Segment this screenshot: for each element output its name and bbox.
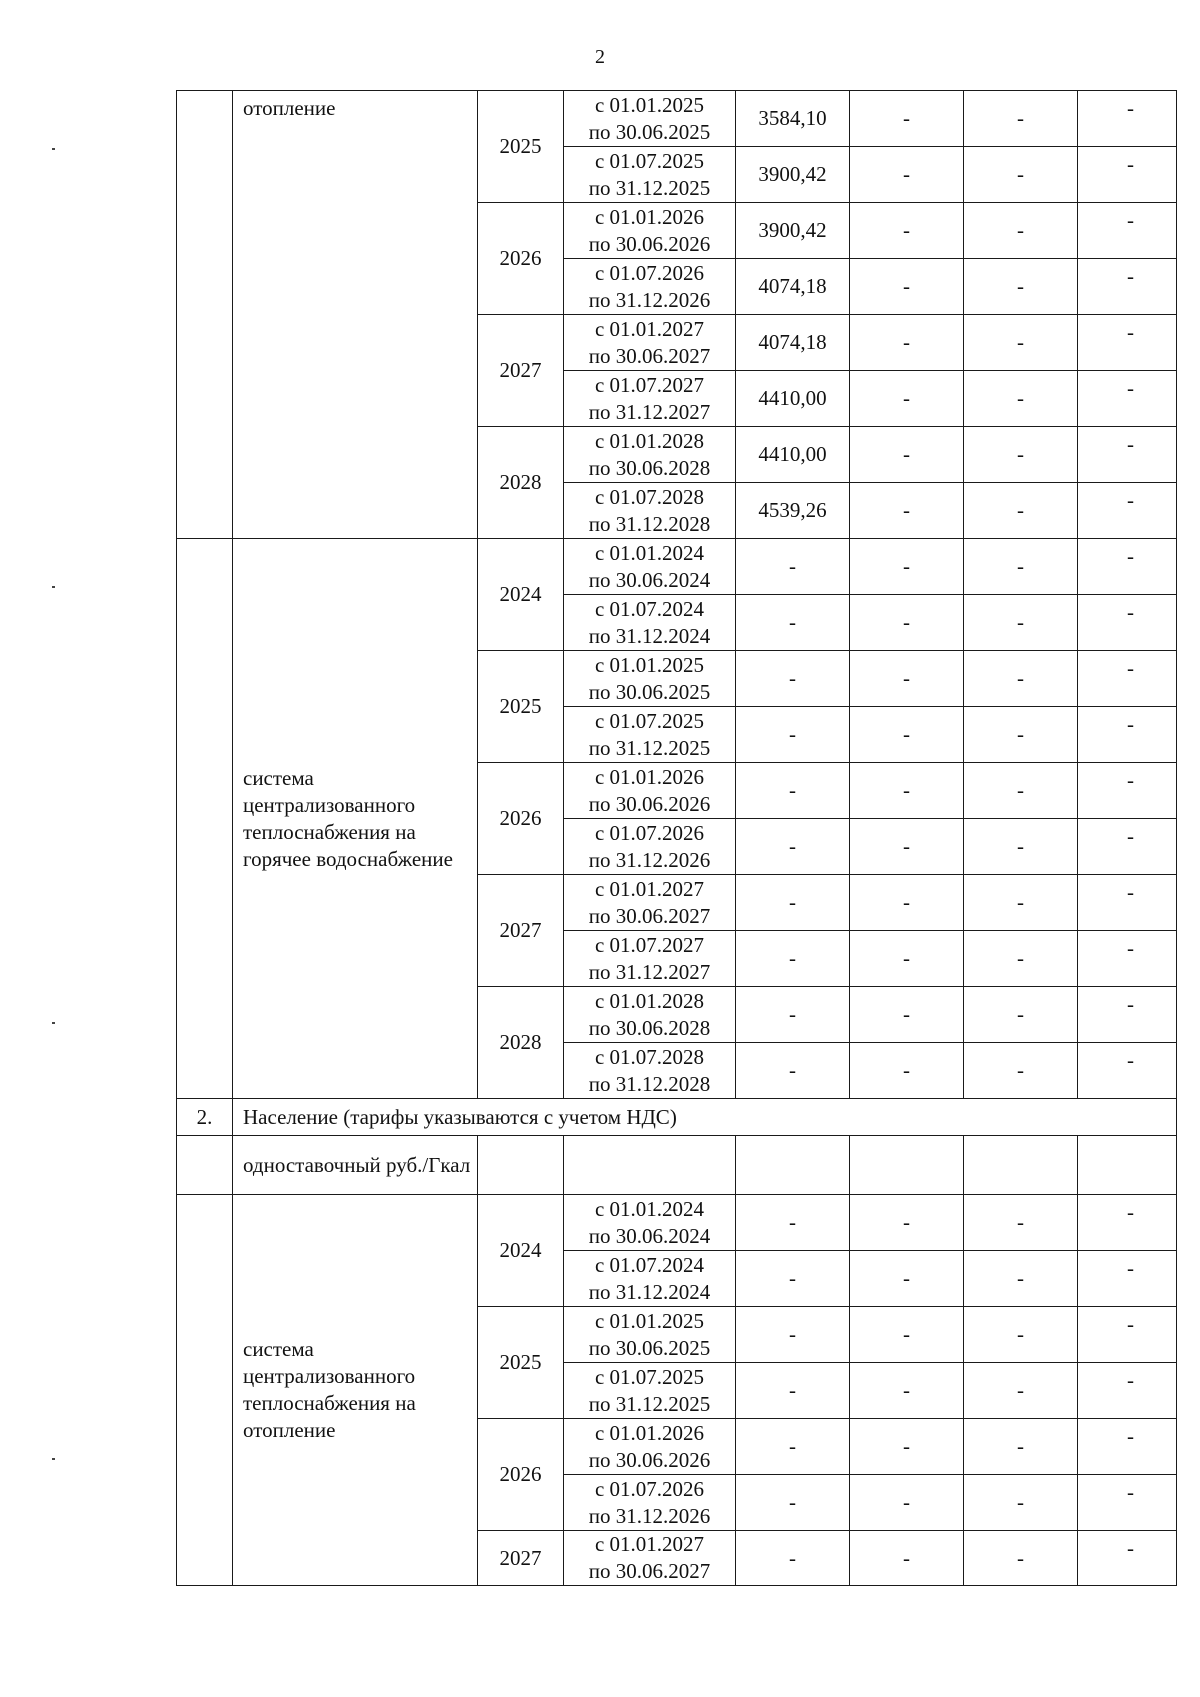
tariff-value-cell: - bbox=[1078, 427, 1177, 483]
tariff-value-cell: - bbox=[1078, 1307, 1177, 1363]
tariff-value-cell: - bbox=[850, 1195, 964, 1251]
period-text: с 01.01.2028 по 30.06.2028 bbox=[588, 428, 711, 480]
tariff-value-cell: - bbox=[964, 987, 1078, 1043]
tariff-value-cell: - bbox=[850, 371, 964, 427]
tariff-value-cell: - bbox=[1078, 1043, 1177, 1099]
period-cell bbox=[564, 931, 736, 987]
tariff-value-cell: - bbox=[964, 1531, 1078, 1586]
year-cell: 2027 bbox=[478, 1531, 564, 1586]
tariff-value-cell: - bbox=[1078, 1475, 1177, 1531]
empty-cell bbox=[564, 1136, 736, 1195]
empty-cell bbox=[478, 1136, 564, 1195]
period-text: с 01.01.2027 по 30.06.2027 bbox=[588, 876, 711, 928]
tariff-value-cell: - bbox=[964, 483, 1078, 539]
tariff-value-cell: - bbox=[1078, 1363, 1177, 1419]
empty-cell bbox=[964, 1136, 1078, 1195]
margin-mark bbox=[52, 1022, 55, 1024]
period-cell bbox=[564, 707, 736, 763]
period-text: с 01.01.2024 по 30.06.2024 bbox=[588, 1196, 711, 1248]
tariff-value-cell: - bbox=[850, 483, 964, 539]
tariff-value-cell: 4074,18 bbox=[736, 259, 850, 315]
period-cell bbox=[564, 763, 736, 819]
tariff-value-cell: - bbox=[964, 763, 1078, 819]
tariff-value-cell: - bbox=[964, 315, 1078, 371]
period-text: с 01.07.2026 по 31.12.2026 bbox=[588, 1476, 711, 1528]
period-text: с 01.07.2025 по 31.12.2025 bbox=[588, 708, 711, 760]
tariff-value-cell: - bbox=[850, 819, 964, 875]
period-cell bbox=[564, 259, 736, 315]
period-text: с 01.01.2025 по 30.06.2025 bbox=[588, 92, 711, 144]
year-cell: 2026 bbox=[478, 203, 564, 315]
period-cell bbox=[564, 595, 736, 651]
period-text: с 01.01.2025 по 30.06.2025 bbox=[588, 1308, 711, 1360]
tariff-value-cell: 4410,00 bbox=[736, 371, 850, 427]
period-text: с 01.07.2024 по 31.12.2024 bbox=[588, 1252, 711, 1304]
empty-cell bbox=[736, 1136, 850, 1195]
period-cell bbox=[564, 147, 736, 203]
year-cell: 2025 bbox=[478, 1307, 564, 1419]
section-heading-row bbox=[177, 1099, 1177, 1136]
period-cell bbox=[564, 1043, 736, 1099]
tariff-value-cell: - bbox=[736, 763, 850, 819]
tariff-value-cell: - bbox=[1078, 987, 1177, 1043]
period-text: с 01.07.2028 по 31.12.2028 bbox=[588, 1044, 711, 1096]
period-text: с 01.07.2026 по 31.12.2026 bbox=[588, 820, 711, 872]
tariff-value-cell: - bbox=[736, 1251, 850, 1307]
tariff-value-cell: 4539,26 bbox=[736, 483, 850, 539]
period-cell bbox=[564, 1419, 736, 1475]
tariff-value-cell: - bbox=[1078, 539, 1177, 595]
year-cell: 2025 bbox=[478, 91, 564, 203]
period-cell bbox=[564, 315, 736, 371]
section-number: 2. bbox=[177, 1099, 233, 1136]
period-text: с 01.07.2027 по 31.12.2027 bbox=[588, 932, 711, 984]
table-row bbox=[177, 91, 1177, 147]
row-number-cell bbox=[177, 539, 233, 1099]
period-text: с 01.07.2025 по 31.12.2025 bbox=[588, 1364, 711, 1416]
tariff-value-cell: - bbox=[850, 1251, 964, 1307]
tariff-value-cell: - bbox=[1078, 763, 1177, 819]
year-cell: 2024 bbox=[478, 1195, 564, 1307]
service-name: система централизованного теплоснабжения на отопление bbox=[243, 1337, 416, 1442]
tariff-value-cell: - bbox=[964, 707, 1078, 763]
tariff-value-cell: - bbox=[964, 875, 1078, 931]
year-cell: 2024 bbox=[478, 539, 564, 651]
period-cell bbox=[564, 651, 736, 707]
tariff-value-cell: - bbox=[964, 595, 1078, 651]
period-text: с 01.01.2028 по 30.06.2028 bbox=[588, 988, 711, 1040]
tariff-value-cell: - bbox=[736, 875, 850, 931]
period-text: с 01.01.2026 по 30.06.2026 bbox=[588, 1420, 711, 1472]
tariff-value-cell: - bbox=[1078, 203, 1177, 259]
tariff-value-cell: - bbox=[736, 987, 850, 1043]
tariff-value-cell: - bbox=[964, 1043, 1078, 1099]
tariff-value-cell: - bbox=[964, 819, 1078, 875]
tariff-value-cell: - bbox=[850, 147, 964, 203]
empty-cell bbox=[850, 1136, 964, 1195]
tariff-value-cell: - bbox=[964, 427, 1078, 483]
period-cell bbox=[564, 875, 736, 931]
tariff-value-cell: - bbox=[1078, 315, 1177, 371]
tariff-value-cell: - bbox=[964, 91, 1078, 147]
period-text: с 01.01.2027 по 30.06.2027 bbox=[588, 1532, 711, 1583]
row-number-cell bbox=[177, 1195, 233, 1586]
tariff-value-cell: - bbox=[964, 147, 1078, 203]
subheading-row bbox=[177, 1136, 1177, 1195]
tariff-value-cell: - bbox=[736, 1043, 850, 1099]
tariff-value-cell: - bbox=[850, 1363, 964, 1419]
tariff-value-cell: - bbox=[964, 1307, 1078, 1363]
tariff-value-cell: - bbox=[850, 875, 964, 931]
tariff-value-cell: - bbox=[1078, 651, 1177, 707]
tariff-value-cell: 3900,42 bbox=[736, 203, 850, 259]
service-name-cell bbox=[233, 91, 478, 539]
tariff-value-cell: - bbox=[850, 707, 964, 763]
tariff-value-cell: - bbox=[736, 1531, 850, 1586]
period-cell bbox=[564, 203, 736, 259]
service-name-cell bbox=[233, 1195, 478, 1586]
empty-cell bbox=[1078, 1136, 1177, 1195]
tariff-value-cell: - bbox=[850, 1475, 964, 1531]
tariff-value-cell: - bbox=[1078, 819, 1177, 875]
tariff-value-cell: - bbox=[1078, 91, 1177, 147]
tariff-value-cell: - bbox=[850, 315, 964, 371]
tariff-value-cell: - bbox=[736, 819, 850, 875]
period-text: с 01.07.2028 по 31.12.2028 bbox=[588, 484, 711, 536]
tariff-value-cell: - bbox=[1078, 1251, 1177, 1307]
tariff-value-cell: - bbox=[1078, 595, 1177, 651]
tariff-value-cell: - bbox=[964, 371, 1078, 427]
tariff-value-cell: - bbox=[850, 203, 964, 259]
tariff-value-cell: - bbox=[964, 259, 1078, 315]
period-text: с 01.01.2027 по 30.06.2027 bbox=[588, 316, 711, 368]
period-text: с 01.07.2024 по 31.12.2024 bbox=[588, 596, 711, 648]
period-cell bbox=[564, 987, 736, 1043]
period-cell bbox=[564, 1363, 736, 1419]
tariff-value-cell: - bbox=[964, 203, 1078, 259]
tariff-value-cell: - bbox=[1078, 931, 1177, 987]
period-text: с 01.07.2027 по 31.12.2027 bbox=[588, 372, 711, 424]
tariff-value-cell: 4074,18 bbox=[736, 315, 850, 371]
tariff-value-cell: - bbox=[850, 651, 964, 707]
tariff-value-cell: - bbox=[964, 1363, 1078, 1419]
tariff-value-cell: - bbox=[1078, 147, 1177, 203]
tariff-value-cell: - bbox=[850, 91, 964, 147]
tariff-value-cell: - bbox=[1078, 1419, 1177, 1475]
margin-mark bbox=[52, 148, 55, 150]
tariff-value-cell: - bbox=[1078, 707, 1177, 763]
period-text: с 01.01.2026 по 30.06.2026 bbox=[588, 204, 711, 256]
margin-mark bbox=[52, 586, 55, 588]
tariff-value-cell: - bbox=[736, 707, 850, 763]
period-cell bbox=[564, 371, 736, 427]
page-number: 2 bbox=[595, 46, 605, 68]
period-cell bbox=[564, 1307, 736, 1363]
tariff-value-cell: - bbox=[736, 1195, 850, 1251]
period-text: с 01.01.2026 по 30.06.2026 bbox=[588, 764, 711, 816]
tariff-value-cell: 4410,00 bbox=[736, 427, 850, 483]
table-row bbox=[177, 539, 1177, 595]
period-cell bbox=[564, 483, 736, 539]
tariff-value-cell: - bbox=[850, 1043, 964, 1099]
period-text: с 01.01.2024 по 30.06.2024 bbox=[588, 540, 711, 592]
tariff-value-cell: - bbox=[964, 651, 1078, 707]
tariff-value-cell: - bbox=[964, 931, 1078, 987]
year-cell: 2026 bbox=[478, 1419, 564, 1531]
tariff-value-cell: - bbox=[850, 259, 964, 315]
tariff-value-cell: - bbox=[736, 595, 850, 651]
tariff-value-cell: 3900,42 bbox=[736, 147, 850, 203]
tariff-value-cell: - bbox=[1078, 483, 1177, 539]
tariff-value-cell: - bbox=[850, 1307, 964, 1363]
service-name: система централизованного теплоснабжения на горячее водоснабжение bbox=[243, 765, 453, 871]
tariff-value-cell: - bbox=[1078, 1531, 1177, 1586]
tariff-value-cell: - bbox=[736, 931, 850, 987]
row-number-cell bbox=[177, 91, 233, 539]
tariff-value-cell: - bbox=[736, 1363, 850, 1419]
table-row bbox=[177, 1195, 1177, 1251]
tariff-value-cell: - bbox=[850, 539, 964, 595]
period-cell bbox=[564, 1251, 736, 1307]
year-cell: 2028 bbox=[478, 987, 564, 1099]
tariff-value-cell: - bbox=[736, 1419, 850, 1475]
tariff-value-cell: - bbox=[736, 651, 850, 707]
year-cell: 2027 bbox=[478, 315, 564, 427]
tariff-value-cell: - bbox=[850, 1419, 964, 1475]
period-cell bbox=[564, 91, 736, 147]
service-name-cell bbox=[233, 539, 478, 1099]
year-cell: 2026 bbox=[478, 763, 564, 875]
year-cell: 2025 bbox=[478, 651, 564, 763]
tariff-value-cell: - bbox=[850, 1531, 964, 1586]
tariff-value-cell: - bbox=[850, 931, 964, 987]
margin-mark bbox=[52, 1458, 55, 1460]
period-cell bbox=[564, 427, 736, 483]
tariff-value-cell: - bbox=[1078, 371, 1177, 427]
tariff-value-cell: - bbox=[736, 1475, 850, 1531]
tariff-value-cell: - bbox=[1078, 259, 1177, 315]
period-cell bbox=[564, 819, 736, 875]
row-number-cell bbox=[177, 1136, 233, 1195]
period-text: с 01.07.2025 по 31.12.2025 bbox=[588, 148, 711, 200]
tariff-value-cell: - bbox=[964, 1475, 1078, 1531]
tariff-value-cell: - bbox=[850, 987, 964, 1043]
service-name: отопление bbox=[243, 96, 336, 120]
tariff-value-cell: - bbox=[850, 427, 964, 483]
rate-type-label: одноставочный руб./Гкал bbox=[233, 1136, 478, 1195]
period-text: с 01.07.2026 по 31.12.2026 bbox=[588, 260, 711, 312]
year-cell: 2027 bbox=[478, 875, 564, 987]
period-cell bbox=[564, 1475, 736, 1531]
year-cell: 2028 bbox=[478, 427, 564, 539]
tariff-value-cell: - bbox=[964, 1195, 1078, 1251]
tariff-value-cell: - bbox=[964, 1419, 1078, 1475]
period-cell bbox=[564, 1531, 736, 1586]
tariff-table bbox=[176, 90, 1177, 1586]
period-cell bbox=[564, 539, 736, 595]
tariff-value-cell: - bbox=[736, 539, 850, 595]
period-cell bbox=[564, 1195, 736, 1251]
tariff-value-cell: - bbox=[736, 1307, 850, 1363]
period-text: с 01.01.2025 по 30.06.2025 bbox=[588, 652, 711, 704]
tariff-value-cell: - bbox=[1078, 1195, 1177, 1251]
tariff-value-cell: - bbox=[964, 539, 1078, 595]
section-title: Население (тарифы указываются с учетом НДС) bbox=[233, 1099, 1177, 1136]
tariff-value-cell: - bbox=[1078, 875, 1177, 931]
tariff-value-cell: 3584,10 bbox=[736, 91, 850, 147]
tariff-value-cell: - bbox=[850, 763, 964, 819]
tariff-value-cell: - bbox=[964, 1251, 1078, 1307]
tariff-value-cell: - bbox=[850, 595, 964, 651]
